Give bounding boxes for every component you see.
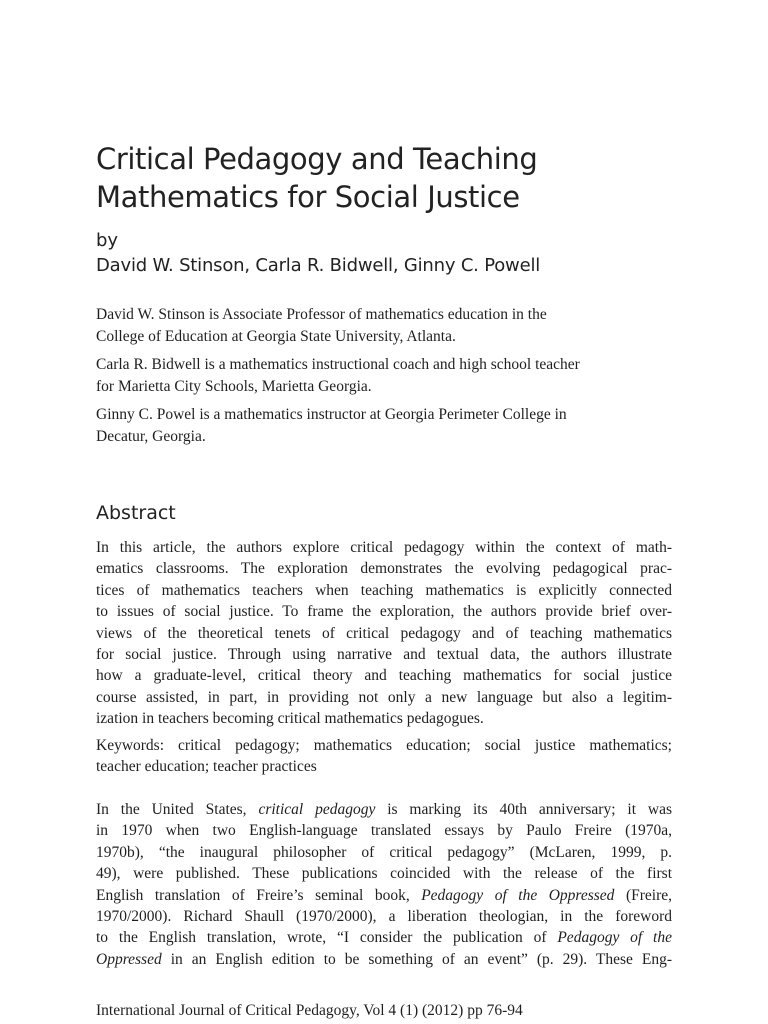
body-paragraph <box>96 799 672 970</box>
abstract-line: In this article, the authors explore critical pedagogy within the context of math- <box>96 539 672 556</box>
keywords <box>96 735 672 778</box>
author-bios <box>96 304 672 454</box>
body-line: Oppressed in an English edition to be something of an event” (p. 29). These Eng- <box>96 950 672 968</box>
body-line: 1970b), “the inaugural philosopher of critical pedagogy” (McLaren, 1999, p. <box>96 843 672 861</box>
body-line: 1970/2000). Richard Shaull (1970/2000), a liberation theologian, in the foreword <box>96 907 672 925</box>
author-list: David W. Stinson, Carla R. Bidwell, Ginny C. Powell <box>96 255 541 276</box>
abstract-line: to issues of social justice. To frame the exploration, the authors provide brief over- <box>96 603 672 621</box>
title-line: Critical Pedagogy and Teaching <box>96 142 538 176</box>
body-line: English translation of Freire’s seminal book, Pedagogy of the Oppressed (Freire, <box>96 886 672 904</box>
abstract-line: views of the theoretical tenets of critical pedagogy and of teaching mathematics <box>96 624 672 642</box>
bio-line: Carla R. Bidwell is a mathematics instructional coach and high school teacher <box>96 356 580 373</box>
book-title: Oppressed <box>96 950 162 968</box>
author-bio <box>96 404 672 447</box>
book-title: Pedagogy of the Oppressed <box>421 886 615 904</box>
author-bio <box>96 304 672 347</box>
journal-footer: International Journal of Critical Pedagogy, Vol 4 (1) (2012) pp 76-94 <box>96 1002 523 1019</box>
article-page <box>96 0 672 1024</box>
bio-line: Ginny C. Powel is a mathematics instructor at Georgia Perimeter College in <box>96 406 567 423</box>
body-line: to the English translation, wrote, “I consider the publication of Pedagogy of the <box>96 929 672 947</box>
bio-line: for Marietta City Schools, Marietta Georgia. <box>96 377 372 395</box>
body-line: 49), were published. These publications coincided with the release of the first <box>96 865 672 883</box>
abstract-line: tices of mathematics teachers when teaching mathematics is explicitly connected <box>96 581 672 599</box>
abstract-line: for social justice. Through using narrative and textual data, the authors illustrate <box>96 645 672 663</box>
article-title <box>96 140 672 216</box>
body-line: In the United States, critical pedagogy is marking its 40th anniversary; it was <box>96 801 672 818</box>
abstract-text <box>96 537 672 730</box>
title-line: Mathematics for Social Justice <box>96 180 520 214</box>
bio-line: David W. Stinson is Associate Professor of mathematics education in the <box>96 306 547 323</box>
abstract-heading: Abstract <box>96 502 176 524</box>
abstract-line: ematics classrooms. The exploration demonstrates the evolving pedagogical prac- <box>96 560 672 578</box>
abstract-line: ization in teachers becoming critical mathematics pedagogues. <box>96 710 484 728</box>
by-label: by <box>96 230 119 251</box>
emphasis-term: critical pedagogy <box>258 801 376 818</box>
abstract-line: course assisted, in part, in providing not only a new language but also a legitim- <box>96 688 672 706</box>
book-title: Pedagogy of the <box>557 929 672 947</box>
bio-line: Decatur, Georgia. <box>96 427 206 445</box>
abstract-line: how a graduate-level, critical theory and teaching mathematics for social justice <box>96 667 672 685</box>
body-line: in 1970 when two English-language translated essays by Paulo Freire (1970a, <box>96 822 672 840</box>
author-bio <box>96 354 672 397</box>
bio-line: College of Education at Georgia State University, Atlanta. <box>96 327 456 345</box>
keywords-line: Keywords: critical pedagogy; mathematics education; social justice mathematics; <box>96 737 672 754</box>
keywords-line: teacher education; teacher practices <box>96 758 317 776</box>
